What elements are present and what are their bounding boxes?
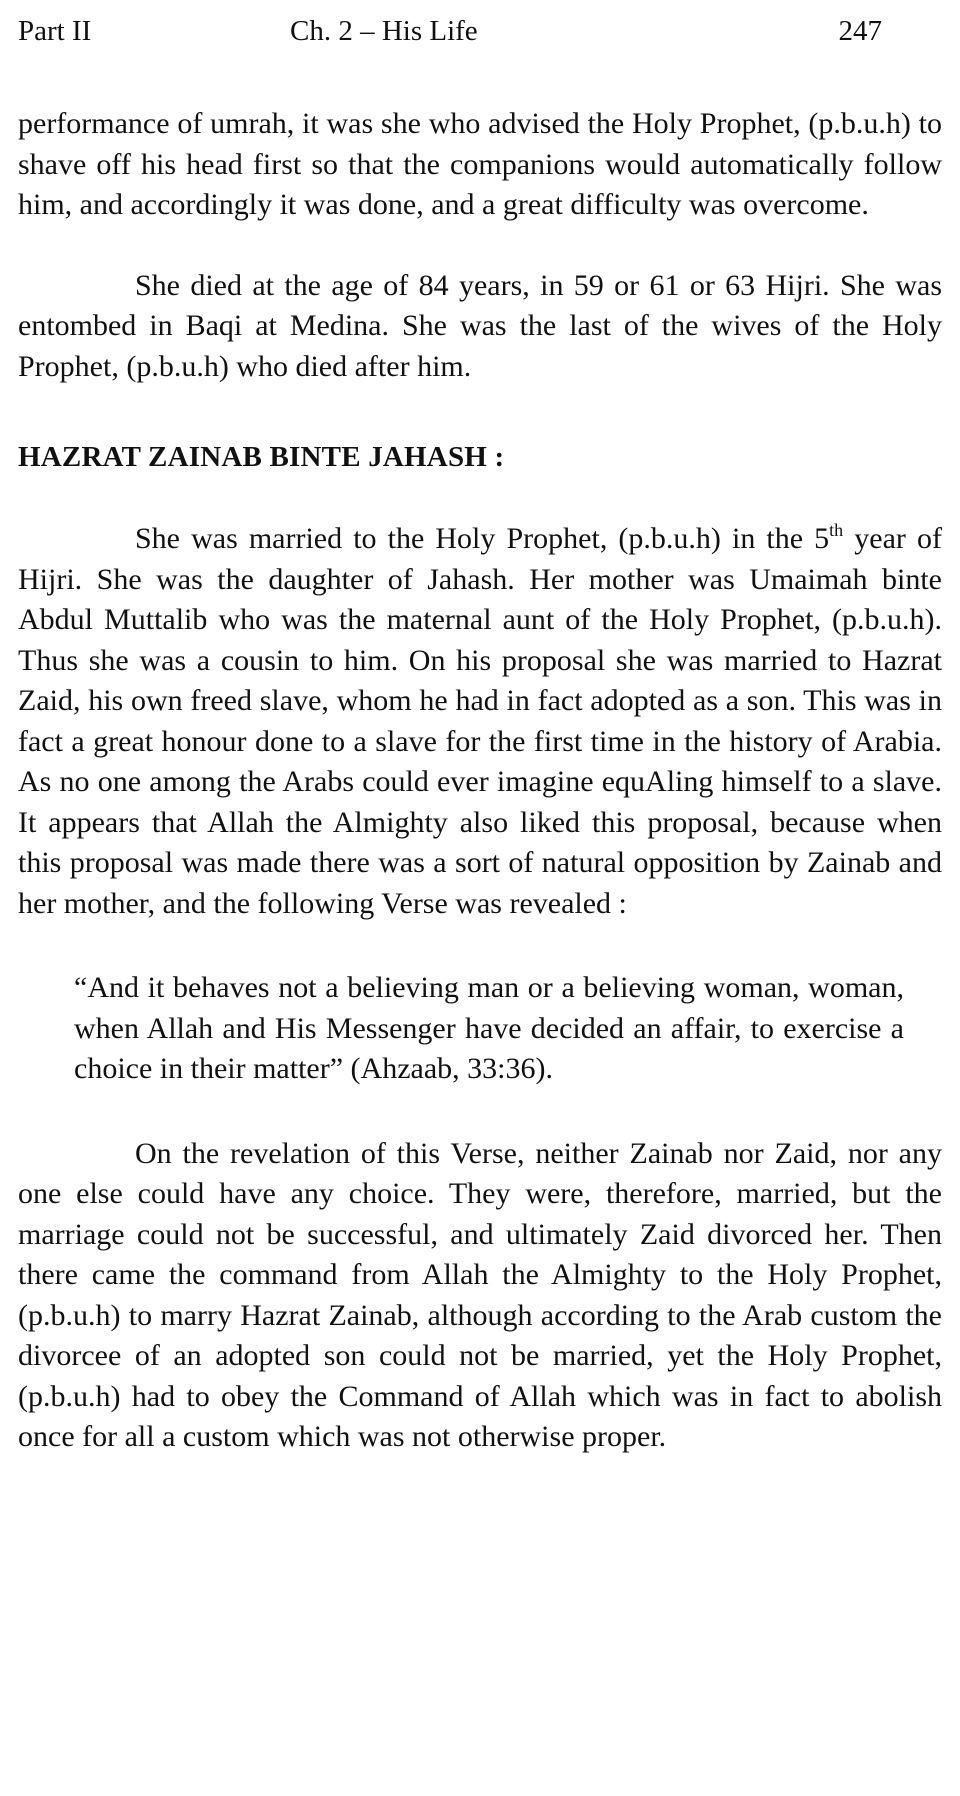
chapter-title: Ch. 2 – His Life bbox=[290, 15, 478, 47]
book-page bbox=[18, 0, 942, 1458]
paragraph-revelation: On the revelation of this Verse, neither Zainab nor Zaid, nor any one else could have any choice. They were, therefore, married, but the marriage could not be successful, and ultimately Zaid divorced her. Then there came the command from Allah the Almighty to the Holy Prophet, (p.b.u.h) to marry Hazrat Zainab, although according to the Arab custom the divorcee of an adopted son could not be married, yet the Holy Prophet, (p.b.u.h) had to obey the Command of Allah which was in fact to abolish once for all a custom which was not otherwise proper. bbox=[18, 1136, 942, 1453]
marriage-text-start: She was married to the Holy Prophet, (p.b.u.h) in the 5 bbox=[135, 522, 830, 555]
paragraph-umrah-advice: performance of umrah, it was she who advised the Holy Prophet, (p.b.u.h) to shave off his head first so that the companions would automatically follow him, and accordingly it was done, and a great difficulty was overcome. bbox=[18, 107, 942, 221]
section-heading: HAZRAT ZAINAB BINTE JAHASH : bbox=[18, 441, 505, 473]
verse-quote bbox=[74, 968, 904, 1090]
ordinal-suffix: th bbox=[829, 520, 844, 540]
verse-text: “And it behaves not a believing man or a believing woman, woman, when Allah and His Messenger have decided an affair, to exercise a choice in their matter” (Ahzaab, 33:36). bbox=[74, 971, 904, 1085]
page-number: 247 bbox=[838, 15, 882, 47]
paragraph-death: She died at the age of 84 years, in 59 or 61 or 63 Hijri. She was entombed in Baqi at Medina. She was the last of the wives of the Holy Prophet, (p.b.u.h) who died after him. bbox=[18, 268, 942, 383]
paragraph-marriage bbox=[18, 519, 942, 924]
part-label: Part II bbox=[18, 15, 92, 47]
running-header bbox=[18, 0, 942, 62]
marriage-text-rest: year of Hijri. She was the daughter of Jahash. Her mother was Umaimah binte Abdul Muttalib who was the maternal aunt of the Holy Prophet, (p.b.u.h). Thus she was a cousin to him. On his proposal she was married to Hazrat Zaid, his own freed slave, whom he had in fact adopted as a son. This was in fact a great honour done to a slave for the first time in the history of Arabia. As no one among the Arabs could ever imagine equAling himself to a slave. It appears that Allah the Almighty also liked this proposal, because when this proposal was made there was a sort of natural opposition by Zainab and her mother, and the following Verse was revealed : bbox=[18, 522, 942, 920]
